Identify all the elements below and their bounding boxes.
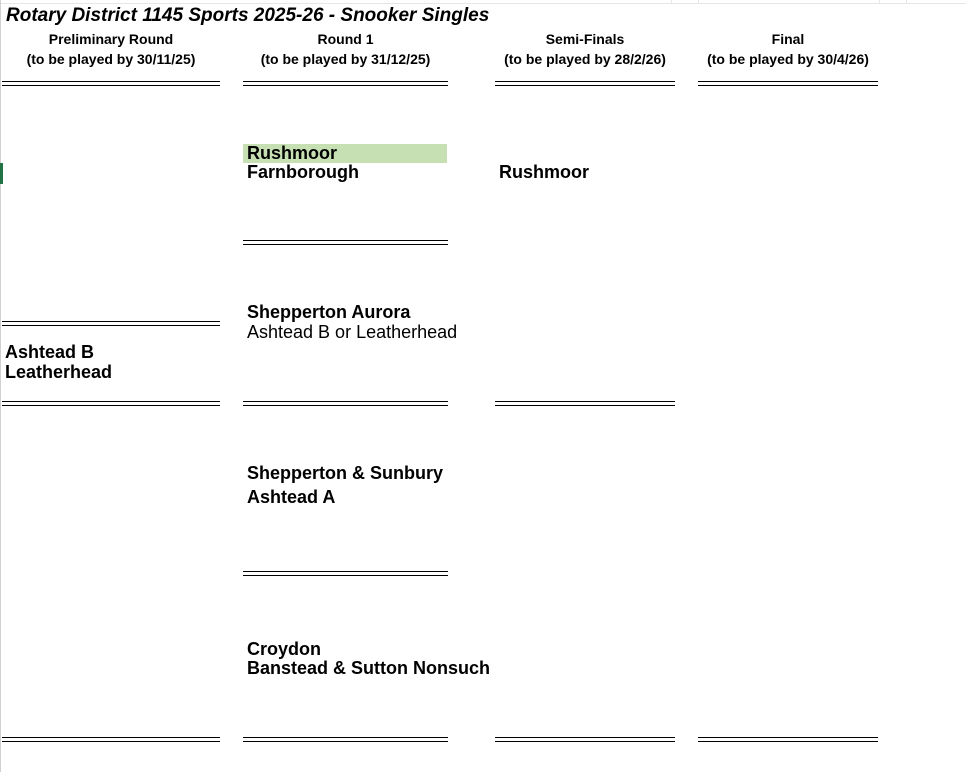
column-title: Round 1 bbox=[317, 31, 374, 47]
page-title: Rotary District 1145 Sports 2025-26 - Snooker Singles bbox=[6, 5, 490, 26]
r1-team-shepperton-aurora[interactable]: Shepperton Aurora bbox=[247, 302, 411, 322]
bracket-line bbox=[2, 401, 220, 406]
column-deadline: (to be played by 30/4/26) bbox=[707, 51, 869, 67]
column-title: Preliminary Round bbox=[48, 31, 174, 47]
r1-team-farnborough[interactable]: Farnborough bbox=[247, 162, 359, 182]
r1-team-banstead-sutton-nonsuch[interactable]: Banstead & Sutton Nonsuch bbox=[247, 658, 491, 678]
r1-team-ashtead-a[interactable]: Ashtead A bbox=[247, 487, 336, 507]
bracket-line bbox=[243, 401, 448, 406]
bracket-line bbox=[495, 81, 675, 86]
grid-col-divider bbox=[671, 0, 672, 4]
column-header-final bbox=[698, 29, 878, 69]
r1-team-croydon[interactable]: Croydon bbox=[247, 639, 321, 659]
bracket-line bbox=[698, 737, 878, 742]
bracket-line bbox=[243, 240, 448, 245]
column-header-preliminary bbox=[2, 29, 220, 69]
bracket-line bbox=[495, 401, 675, 406]
grid-left-edge bbox=[0, 0, 1, 772]
bracket-line bbox=[2, 737, 220, 742]
column-deadline: (to be played by 28/2/26) bbox=[504, 51, 666, 67]
bracket-line bbox=[698, 81, 878, 86]
r1-team-shepperton-sunbury[interactable]: Shepperton & Sunbury bbox=[247, 463, 444, 483]
bracket-line bbox=[243, 737, 448, 742]
column-deadline: (to be played by 30/11/25) bbox=[26, 51, 196, 67]
column-title: Semi-Finals bbox=[545, 31, 625, 47]
column-deadline: (to be played by 31/12/25) bbox=[260, 51, 431, 67]
r1-team-rushmoor[interactable]: Rushmoor bbox=[247, 143, 337, 163]
grid-col-divider bbox=[879, 0, 880, 4]
column-title: Final bbox=[771, 31, 805, 47]
bracket-line bbox=[495, 737, 675, 742]
grid-col-divider bbox=[906, 0, 907, 4]
prelim-team-ashtead-b[interactable]: Ashtead B bbox=[5, 342, 95, 362]
bracket-line bbox=[243, 571, 448, 576]
bracket-line bbox=[2, 81, 220, 86]
grid-col-divider bbox=[698, 0, 699, 4]
grid-top-line bbox=[0, 3, 966, 4]
prelim-team-leatherhead[interactable]: Leatherhead bbox=[5, 362, 113, 382]
bracket-line bbox=[243, 81, 448, 86]
bracket-line bbox=[2, 321, 220, 326]
r1-team-ashtead-b-or-leatherhead[interactable]: Ashtead B or Leatherhead bbox=[247, 322, 458, 342]
column-header-round1 bbox=[243, 29, 448, 69]
row-selection-marker bbox=[0, 163, 3, 184]
sf-team-rushmoor[interactable]: Rushmoor bbox=[499, 162, 589, 182]
column-header-semifinals bbox=[495, 29, 675, 69]
